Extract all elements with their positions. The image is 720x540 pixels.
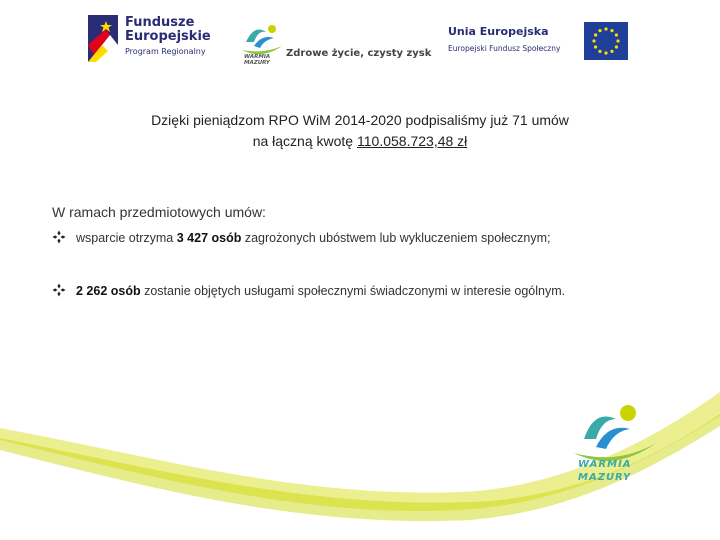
unia-europejska-line: Unia Europejska xyxy=(448,25,549,38)
europejskie-line: Europejskie xyxy=(125,29,211,44)
fundusze-europejskie-icon xyxy=(88,15,118,62)
bullet-highlight: 2 262 osób xyxy=(76,284,141,298)
warmia-icon-label: WARMIA xyxy=(244,54,271,60)
bullet-text-pre: wsparcie otrzyma xyxy=(76,231,177,245)
corner-warmia-label: WARMIA xyxy=(578,459,632,470)
headline-text: Dzięki pieniądzom RPO WiM 2014-2020 podpisaliśmy już xyxy=(151,112,513,128)
bullet-item xyxy=(52,230,551,245)
bullet-item xyxy=(52,283,565,298)
diamond-bullet-icon xyxy=(52,283,66,297)
headline-line-1 xyxy=(0,110,720,131)
warmia-mazury-icon xyxy=(240,20,284,64)
fundusze-europejskie-logo xyxy=(88,15,218,65)
corner-logo-text xyxy=(578,458,632,484)
warmia-mazury-logo xyxy=(240,20,432,65)
headline xyxy=(0,110,720,152)
corner-mazury-label: MAZURY xyxy=(578,472,632,483)
bullet-text-post: zostanie objętych usługami społecznymi świadczonymi w interesie ogólnym. xyxy=(140,284,566,298)
headline-line-2 xyxy=(0,131,720,152)
efs-line: Europejski Fundusz Społeczny xyxy=(448,44,561,53)
warmia-slogan: Zdrowe życie, czysty zysk xyxy=(286,48,432,59)
amount-label: na łączną kwotę xyxy=(252,133,357,149)
total-amount: 110.058.723,48 zł xyxy=(357,133,468,149)
bullet-text-post: zagrożonych ubóstwem lub wykluczeniem społecznym; xyxy=(241,231,551,245)
eu-flag-icon xyxy=(584,22,628,60)
logo-bar xyxy=(0,0,720,80)
section-title: W ramach przedmiotowych umów: xyxy=(52,204,266,220)
fundusze-line: Fundusze xyxy=(125,15,195,30)
unia-europejska-logo xyxy=(448,20,633,65)
unia-europejska-text xyxy=(448,25,560,53)
program-regionalny-line: Program Regionalny xyxy=(125,47,206,56)
bullet-highlight: 3 427 osób xyxy=(176,231,242,245)
diamond-bullet-icon xyxy=(52,230,66,244)
mazury-icon-label: MAZURY xyxy=(244,60,270,64)
contracts-count: 71 umów xyxy=(512,112,569,128)
fundusze-europejskie-text xyxy=(125,16,211,56)
